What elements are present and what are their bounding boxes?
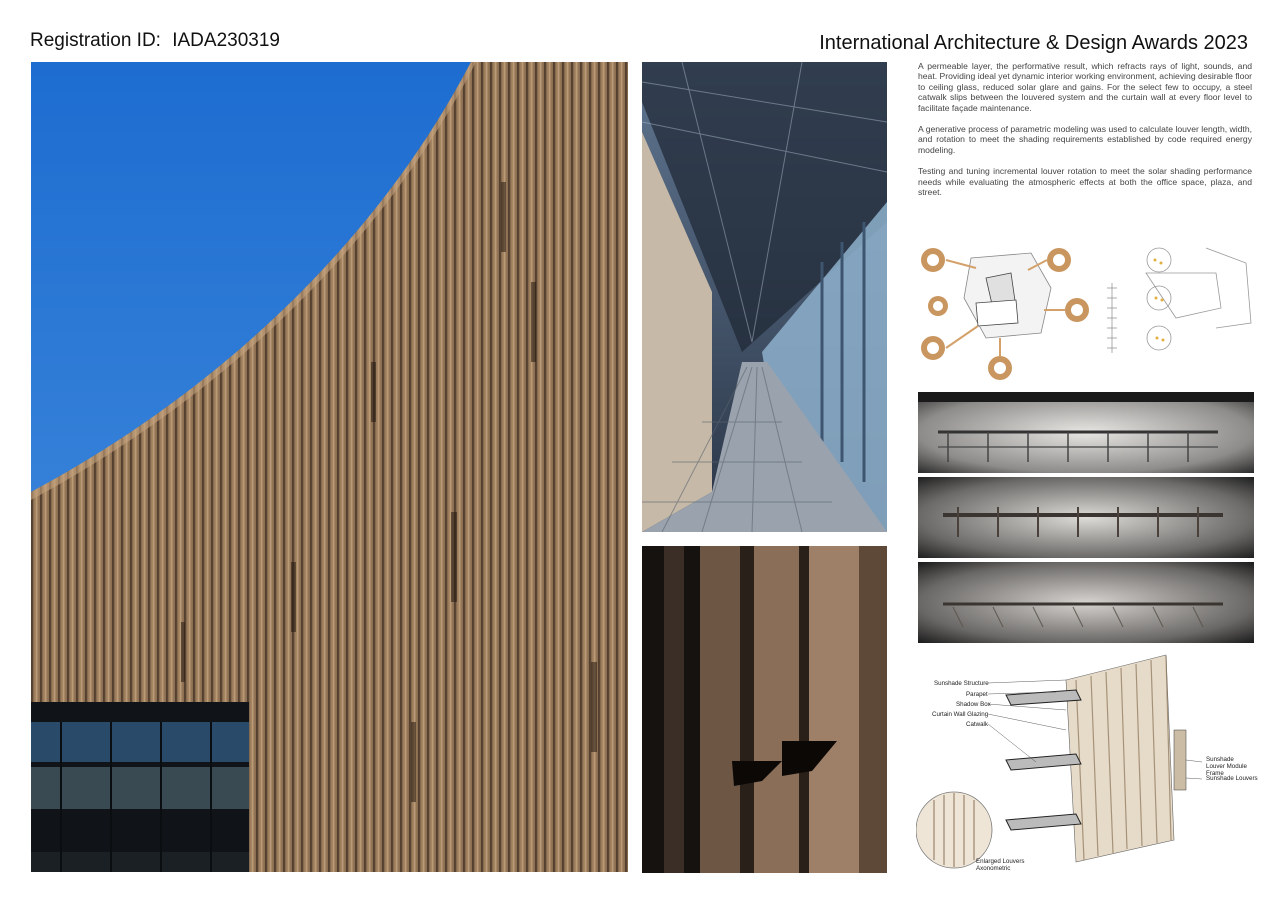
louver-closeup-photo [642,546,887,873]
label-curtain-wall-glazing: Curtain Wall Glazing [932,711,989,718]
axonometric-diagram [916,650,1256,878]
facade-photo [31,62,628,872]
catwalk-photo [642,62,887,532]
description-text [918,61,1252,208]
registration-label: Registration ID: [30,30,161,51]
paragraph-1: A permeable layer, the performative result, which refracts rays of light, sounds, and heat. Providing ideal yet dynamic interior working environment, achieving desirable floor to ceiling glass, reduced solar glare and gains. For the select few to occupy, a steel catwalk slips between the louvered system and the curtain wall at every floor level to facilitate façade maintenance. [918,61,1252,113]
paragraph-3: Testing and tuning incremental louver rotation to meet the solar shading performance needs while evaluating the atmospheric effects at both the office space, plaza, and street. [918,166,1252,198]
shading-render-panel-2 [918,477,1254,558]
award-title: International Architecture & Design Awards 2023 [819,32,1248,54]
label-parapet: Parapet [966,691,988,698]
paragraph-2: A generative process of parametric modeling was used to calculate louver length, width, and rotation to meet the shading requirements established by code required energy modeling. [918,124,1252,155]
label-shadow-box: Shadow Box [956,701,991,708]
label-sunshade-louver-module-frame: Sunshade Louver Module Frame [1206,756,1247,777]
registration-id: IADA230319 [172,30,280,51]
solar-analysis-diagram [916,238,1254,388]
label-sunshade-louvers: Sunshade Louvers [1206,775,1258,782]
label-sunshade-structure: Sunshade Structure [934,680,989,687]
label-catwalk: Catwalk [966,721,989,728]
label-enlarged-louvers: Enlarged Louvers Axonometric [976,858,1025,872]
registration-header [30,30,286,52]
shading-render-panel-3 [918,562,1254,643]
shading-render-panel-1 [918,392,1254,473]
